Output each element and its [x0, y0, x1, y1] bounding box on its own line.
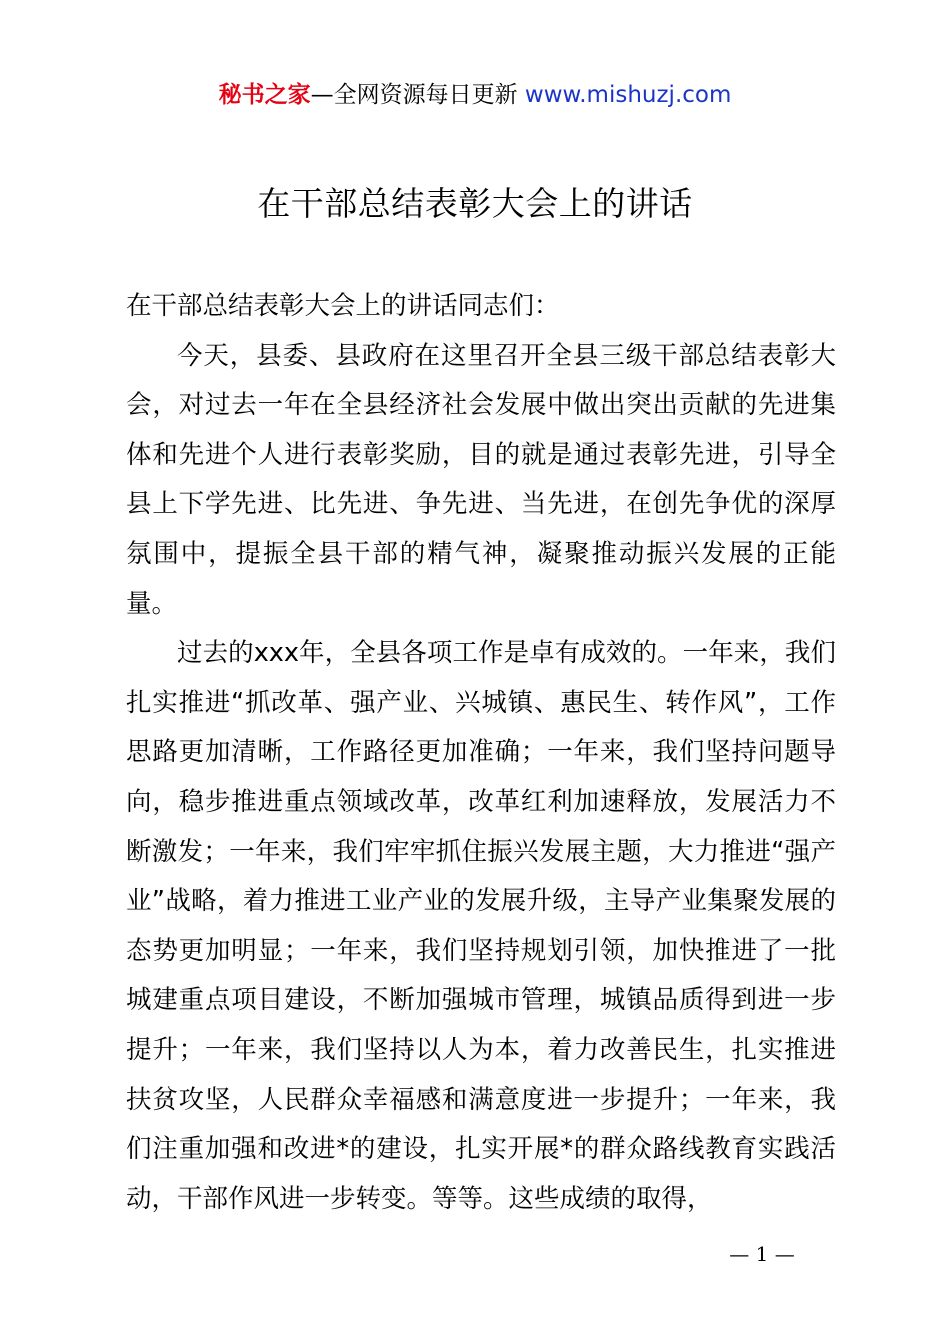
brand-name: 秘书之家 [218, 82, 311, 108]
site-url-link[interactable]: www.mishuzj.com [524, 82, 732, 108]
document-body [126, 282, 836, 1224]
header-slogan: —全网资源每日更新 [310, 82, 518, 108]
paragraph-1: 今天，县委、县政府在这里召开全县三级干部总结表彰大会，对过去一年在全县经济社会发展中做出突出贡献的先进集体和先进个人进行表彰奖励，目的就是通过表彰先进，引导全县上下学先进、比先进、争先进、当先进，在创先争优的深厚氛围中，提振全县干部的精气神，凝聚推动振兴发展的正能量。 [126, 340, 836, 619]
salutation: 在干部总结表彰大会上的讲话同志们： [126, 291, 560, 321]
document-title: 在干部总结表彰大会上的讲话 [257, 184, 693, 223]
site-header [0, 78, 950, 112]
paragraph-2: 过去的xxx年，全县各项工作是卓有成效的。一年来，我们扎实推进“抓改革、强产业、兴城镇、惠民生、转作风”，工作思路更加清晰，工作路径更加准确；一年来，我们坚持问题导向，稳步推进重点领域改革，改革红利加速释放，发展活力不断激发；一年来，我们牢牢抓住振兴发展主题，大力推进“强产业”战略，着力推进工业产业的发展升级，主导产业集聚发展的态势更加明显；一年来，我们坚持规划引领，加快推进了一批城建重点项目建设，不断加强城市管理，城镇品质得到进一步提升；一年来，我们坚持以人为本，着力改善民生，扎实推进扶贫攻坚，人民群众幸福感和满意度进一步提升；一年来，我们注重加强和改进*的建设，扎实开展*的群众路线教育实践活动，干部作风进一步转变。等等。这些成绩的取得， [126, 638, 836, 1214]
page-number: — 1 — [729, 1242, 795, 1266]
